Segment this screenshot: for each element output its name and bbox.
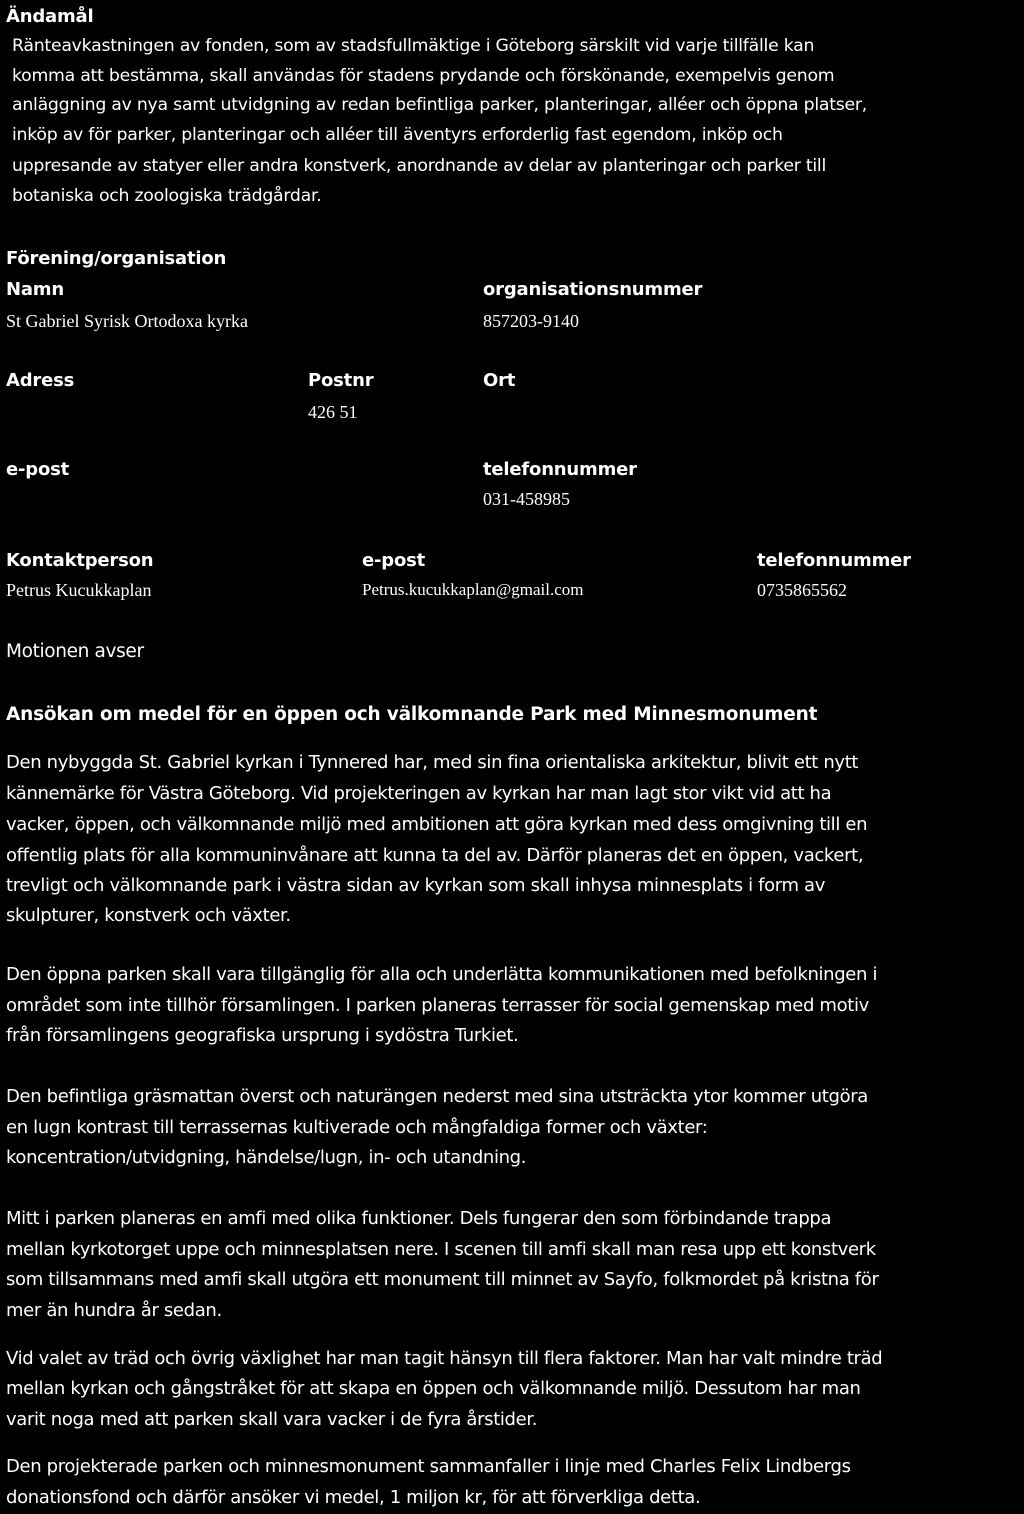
motion-line: donationsfond och därför ansöker vi medel, 1 miljon kr, för att förverkliga detta. xyxy=(6,1487,701,1508)
kontakt-telefon-label: telefonnummer xyxy=(757,550,911,571)
motion-line: trevligt och välkomnande park i västra sidan av kyrkan som skall inhysa minnesplats i form av xyxy=(6,875,826,896)
motion-line: kännemärke för Västra Göteborg. Vid projekteringen av kyrkan har man lagt stor vikt vid att ha xyxy=(6,783,832,804)
motion-line: vacker, öppen, och välkomnande miljö med ambitionen att göra kyrkan med dess omgivning till en xyxy=(6,814,868,835)
motion-line: området som inte tillhör församlingen. I parken planeras terrasser för social gemenskap med motiv xyxy=(6,995,869,1016)
andamal-line: botaniska och zoologiska trädgårdar. xyxy=(12,186,322,206)
andamal-line: anläggning av nya samt utvidgning av redan befintliga parker, planteringar, alléer och öppna platser, xyxy=(12,95,867,115)
kontakt-epost-label: e-post xyxy=(362,550,426,571)
kontakt-telefon-value: 0735865562 xyxy=(757,580,847,600)
adress-label: Adress xyxy=(6,370,75,391)
motion-line: koncentration/utvidgning, händelse/lugn, in- och utandning. xyxy=(6,1147,527,1168)
orgnr-value: 857203-9140 xyxy=(483,311,579,331)
motion-line: mer än hundra år sedan. xyxy=(6,1300,222,1321)
motion-line: en lugn kontrast till terrassernas kultiverade och mångfaldiga former och växter: xyxy=(6,1117,708,1138)
motion-line: Den befintliga gräsmattan överst och naturängen nederst med sina utsträckta ytor kommer utgöra xyxy=(6,1086,868,1107)
telefon-label: telefonnummer xyxy=(483,459,637,480)
motion-line: Vid valet av träd och övrig växlighet har man tagit hänsyn till flera faktorer. Man har valt mindre träd xyxy=(6,1348,883,1369)
motion-line: Den öppna parken skall vara tillgänglig för alla och underlätta kommunikationen med befolkningen i xyxy=(6,964,878,985)
kontakt-epost-value: Petrus.kucukkaplan@gmail.com xyxy=(362,580,584,599)
namn-label: Namn xyxy=(6,279,64,300)
motion-line: varit noga med att parken skall vara vacker i de fyra årstider. xyxy=(6,1409,538,1430)
kontaktperson-label: Kontaktperson xyxy=(6,550,154,571)
andamal-line: inköp av för parker, planteringar och alléer till äventyrs erforderlig fast egendom, inköp och xyxy=(12,125,783,145)
andamal-line: Ränteavkastningen av fonden, som av stadsfullmäktige i Göteborg särskilt vid varje tillfälle kan xyxy=(12,36,815,56)
namn-value: St Gabriel Syrisk Ortodoxa kyrka xyxy=(6,311,248,331)
motion-heading: Motionen avser xyxy=(6,641,144,662)
andamal-line: uppresande av statyer eller andra konstverk, anordnande av delar av planteringar och parker till xyxy=(12,156,827,176)
motion-line: skulpturer, konstverk och växter. xyxy=(6,905,291,926)
organisation-heading: Förening/organisation xyxy=(6,248,227,269)
motion-title: Ansökan om medel för en öppen och välkomnande Park med Minnesmonument xyxy=(6,704,818,725)
telefon-value: 031-458985 xyxy=(483,489,570,509)
motion-line: offentlig plats för alla kommuninvånare att kunna ta del av. Därför planeras det en öppen, vackert, xyxy=(6,845,864,866)
epost-label: e-post xyxy=(6,459,70,480)
motion-line: mellan kyrkotorget uppe och minnesplatsen nere. I scenen till amfi skall man resa upp ett konstverk xyxy=(6,1239,876,1260)
motion-line: som tillsammans med amfi skall utgöra ett monument till minnet av Sayfo, folkmordet på kristna för xyxy=(6,1269,879,1290)
postnr-value: 426 51 xyxy=(308,402,358,422)
motion-line: mellan kyrkan och gångstråket för att skapa en öppen och välkomnande miljö. Dessutom har man xyxy=(6,1378,861,1399)
motion-line: Den projekterade parken och minnesmonument sammanfaller i linje med Charles Felix Lindbergs xyxy=(6,1456,851,1477)
ort-label: Ort xyxy=(483,370,516,391)
andamal-heading: Ändamål xyxy=(6,6,94,27)
motion-line: Den nybyggda St. Gabriel kyrkan i Tynnered har, med sin fina orientaliska arkitektur, blivit ett nytt xyxy=(6,752,859,773)
kontaktperson-value: Petrus Kucukkaplan xyxy=(6,580,152,600)
motion-line: från församlingens geografiska ursprung i sydöstra Turkiet. xyxy=(6,1025,519,1046)
andamal-line: komma att bestämma, skall användas för stadens prydande och förskönande, exempelvis genom xyxy=(12,66,835,86)
orgnr-label: organisationsnummer xyxy=(483,279,703,300)
postnr-label: Postnr xyxy=(308,370,374,391)
motion-line: Mitt i parken planeras en amfi med olika funktioner. Dels fungerar den som förbindande trappa xyxy=(6,1208,832,1229)
